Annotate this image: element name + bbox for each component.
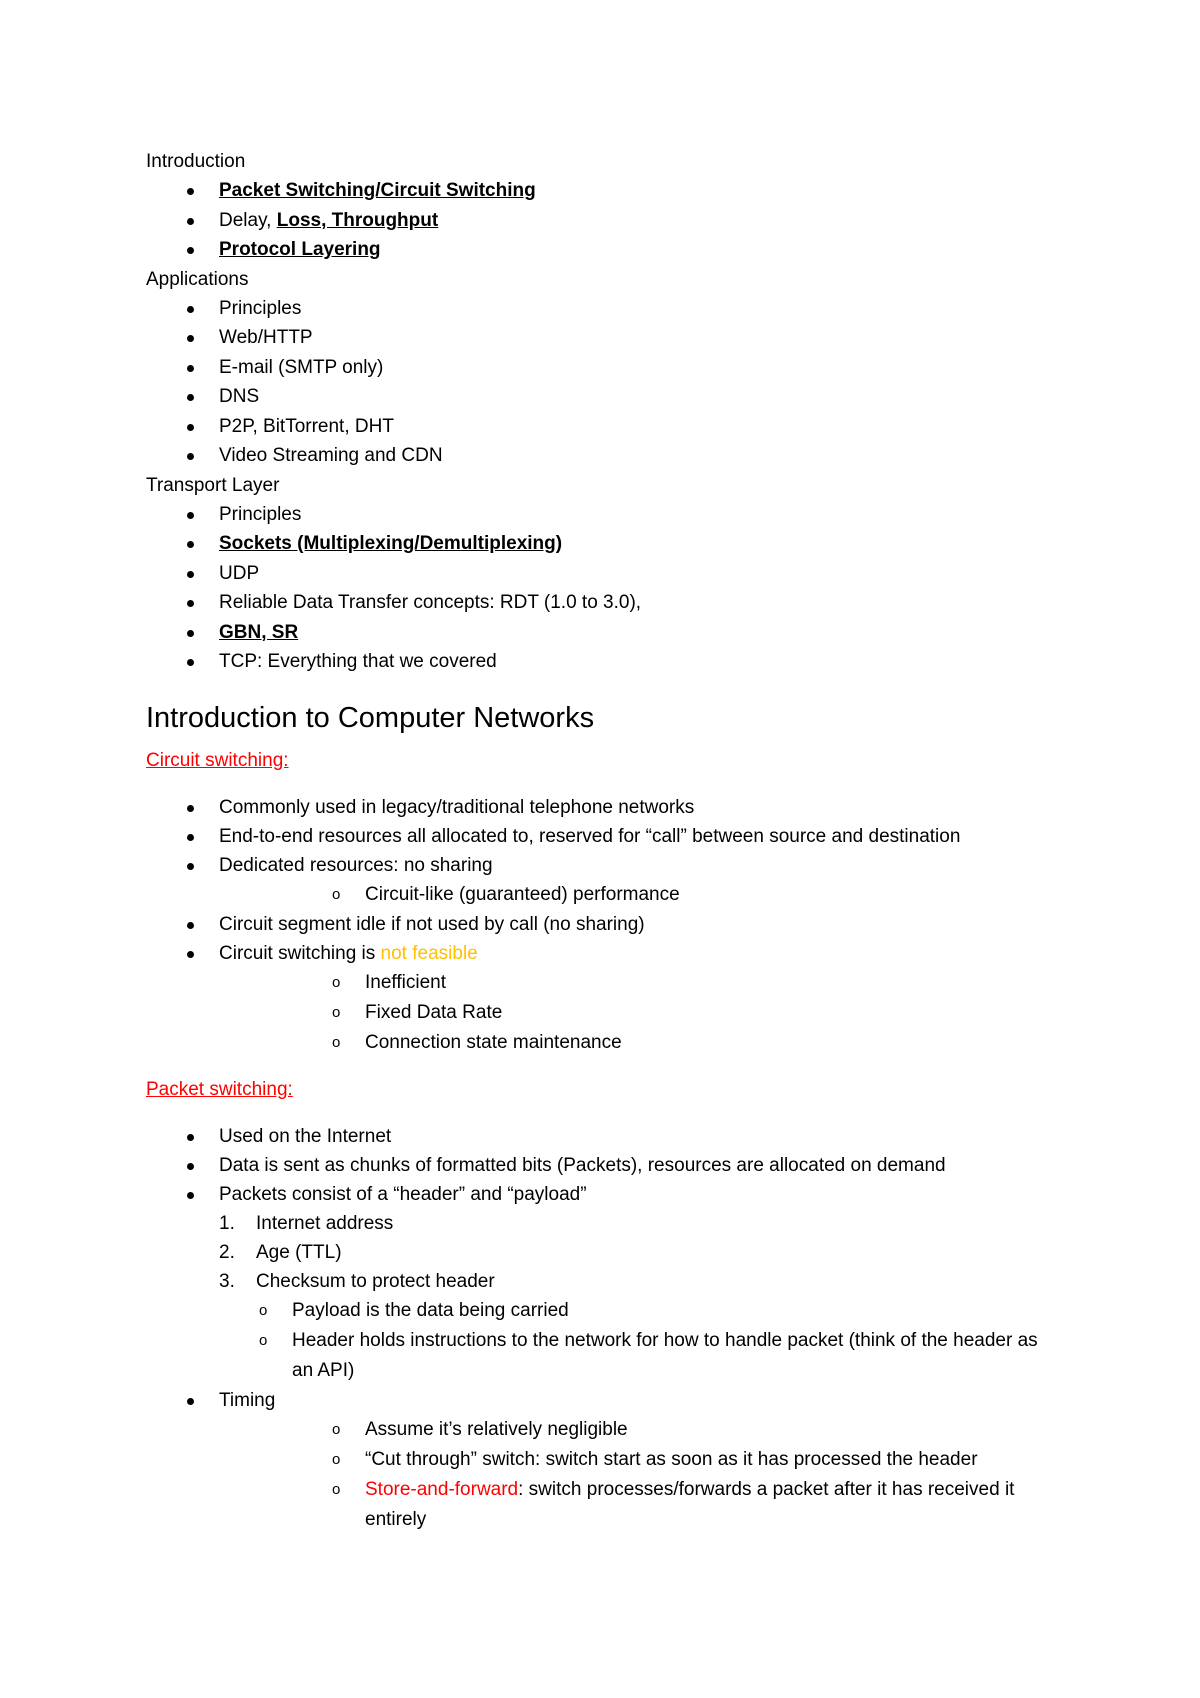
packet-switching-heading: Packet switching:	[146, 1078, 293, 1100]
list-item-emphasis: Loss, Throughput	[276, 209, 439, 231]
list-item: Circuit segment idle if not used by call (no sharing)	[146, 910, 1046, 939]
outline-applications	[146, 265, 1046, 471]
sub-list-item	[219, 1475, 1046, 1535]
outline-heading-introduction: Introduction	[146, 151, 246, 172]
list-item: Video Streaming and CDN	[146, 441, 1046, 471]
numbered-item-text: Age (TTL)	[256, 1241, 342, 1263]
list-item: E-mail (SMTP only)	[146, 353, 1046, 383]
list-item	[146, 618, 1046, 648]
list-item	[146, 851, 1046, 910]
list-item-text: Dedicated resources: no sharing	[219, 854, 493, 876]
numbered-item	[146, 1209, 1046, 1238]
list-item-text: GBN, SR	[219, 621, 299, 643]
list-item: Used on the Internet	[146, 1122, 1046, 1151]
list-item-text: Circuit switching is	[219, 942, 376, 964]
list-item: Packets consist of a “header” and “payload”	[146, 1180, 1046, 1209]
item-number: 2.	[219, 1241, 235, 1263]
list-item-text: Sockets (Multiplexing/Demultiplexing)	[219, 533, 563, 554]
circuit-switching-section	[146, 746, 1046, 1058]
list-item: Web/HTTP	[146, 323, 1046, 353]
sub-list-item: o Inefficient	[219, 968, 1046, 998]
outline-heading-applications: Applications	[146, 268, 249, 290]
list-item: P2P, BitTorrent, DHT	[146, 412, 1046, 442]
numbered-item	[146, 1267, 1046, 1296]
list-item-text: Timing	[219, 1389, 276, 1411]
list-item-text: Protocol Layering	[219, 239, 381, 260]
list-item	[146, 529, 1046, 559]
numbered-item-text: Checksum to protect header	[256, 1270, 495, 1292]
list-item: Principles	[146, 500, 1046, 530]
item-number: 3.	[219, 1270, 235, 1292]
numbered-item	[146, 1238, 1046, 1267]
list-item: Commonly used in legacy/traditional telephone networks	[146, 793, 1046, 822]
list-item	[146, 235, 1046, 265]
outline-heading-transport: Transport Layer	[146, 474, 280, 496]
highlight-text: not feasible	[380, 942, 478, 964]
list-item-text: Delay,	[219, 209, 272, 231]
sub-list-item-text: : switch processes/forwards a packet after it has received it entirely	[365, 1478, 1015, 1530]
highlight-term: Store-and-forward	[365, 1478, 519, 1500]
list-item	[146, 206, 1046, 236]
list-item: TCP: Everything that we covered	[146, 647, 1046, 677]
item-number: 1.	[219, 1212, 235, 1234]
list-item	[146, 939, 1046, 1058]
packet-switching-section	[146, 1075, 1046, 1535]
sub-list-item: o Payload is the data being carried	[146, 1296, 1046, 1326]
list-item: Reliable Data Transfer concepts: RDT (1.0 to 3.0),	[146, 588, 1046, 618]
numbered-item-text: Internet address	[256, 1212, 394, 1234]
list-item: End-to-end resources all allocated to, reserved for “call” between source and destination	[146, 822, 1046, 851]
sub-list-item: o Connection state maintenance	[219, 1028, 1046, 1058]
document-body	[146, 147, 1046, 1535]
list-item-text: Packet Switching/Circuit Switching	[219, 180, 536, 201]
outline-introduction	[146, 147, 1046, 265]
sub-list-item: o Circuit-like (guaranteed) performance	[219, 880, 1046, 910]
list-item: UDP	[146, 559, 1046, 589]
list-item: DNS	[146, 382, 1046, 412]
list-item: Principles	[146, 294, 1046, 324]
sub-list-item: o Assume it’s relatively negligible	[219, 1415, 1046, 1445]
sub-list-item: o “Cut through” switch: switch start as soon as it has processed the header	[219, 1445, 1046, 1475]
outline-transport	[146, 471, 1046, 677]
circuit-switching-heading: Circuit switching:	[146, 749, 289, 771]
sub-list-item: o Header holds instructions to the network for how to handle packet (think of the header as an API)	[146, 1326, 1046, 1386]
sub-list-item: o Fixed Data Rate	[219, 998, 1046, 1028]
section-title: Introduction to Computer Networks	[146, 701, 595, 734]
list-item: Data is sent as chunks of formatted bits (Packets), resources are allocated on demand	[146, 1151, 1046, 1180]
list-item	[146, 176, 1046, 206]
list-item	[146, 1386, 1046, 1535]
